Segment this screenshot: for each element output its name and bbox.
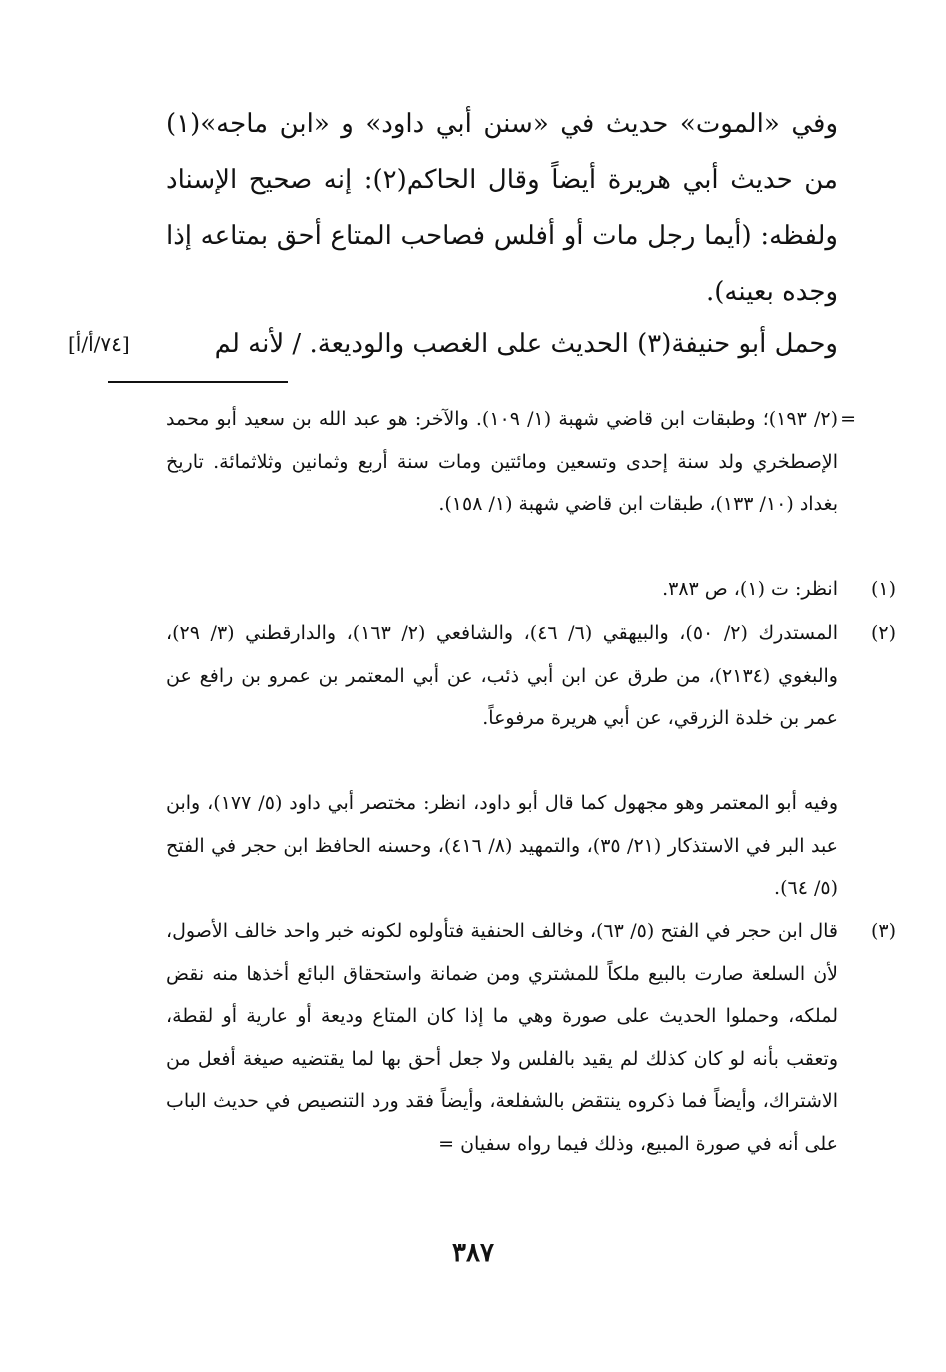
footnote-2-text: المستدرك (٢/ ٥٠)، والبيهقي (٦/ ٤٦)، والشافعي (٢/ ١٦٣)، والدارقطني (٣/ ٢٩)، والبغوي (٢١٣٤)، من طرق عن ابن أبي ذئب، عن أبي المعتمر بن عمرو بن رافع عن عمر بن خلدة الزرقي، عن أبي هريرة مرفوعاً. <box>166 622 838 729</box>
main-paragraph-2-text: وحمل أبو حنيفة(٣) الحديث على الغصب والوديعة. / لأنه لم <box>214 329 838 359</box>
footnote-3-number: (٣) <box>870 920 896 942</box>
footnote-2 <box>166 612 896 740</box>
page-number: ٣٨٧ <box>452 1238 494 1268</box>
footnote-continuation-mark: = <box>840 408 856 430</box>
footnote-1 <box>166 568 896 611</box>
footnote-3-text: قال ابن حجر في الفتح (٥/ ٦٣)، وخالف الحنفية فتأولوه لكونه خبر واحد خالف الأصول، لأن السلعة صارت بالبيع ملكاً للمشتري ومن ضمانة واستحقاق البائع أخذها منه نقض لملكه، وحملوا الحديث على صورة وهي ما إذا كان المتاع وديعة أو عارية أو لقطة، وتعقب بأنه لو كان كذلك لم يقيد بالفلس ولا جعل أحق بها لما يقتضيه صيغة أفعل من الاشتراك، وأيضاً فما ذكروه ينتقض بالشفلعة، وأيضاً فقد ورد التنصيص في حديث الباب على أنه في صورة المبيع، وذلك فيما رواه سفيان = <box>166 920 838 1155</box>
footnote-1-number: (١) <box>870 578 896 600</box>
footnote-2-number: (٢) <box>870 622 896 644</box>
footnote-separator <box>108 381 288 383</box>
main-paragraph-1: وفي «الموت» حديث في «سنن أبي داود» و «ابن ماجه»(١) من حديث أبي هريرة أيضاً وقال الحاكم(٢): إنه صحيح الإسناد ولفظه: (أيما رجل مات أو أفلس فصاحب المتاع أحق بمتاعه إذا وجده بعينه). <box>166 109 838 307</box>
main-paragraph-2 <box>68 316 838 372</box>
footnote-2-continuation: وفيه أبو المعتمر وهو مجهول كما قال أبو داود، انظر: مختصر أبي داود (٥/ ١٧٧)، وابن عبد البر في الاستذكار (٢١/ ٣٥)، والتمهيد (٨/ ٤١٦)، وحسنه الحافظ ابن حجر في الفتح (٥/ ٦٤). <box>166 792 839 899</box>
folio-reference: [٧٤/أ/أ] <box>68 332 130 356</box>
footnote-1-text: انظر: ت (١)، ص ٣٨٣. <box>662 578 838 600</box>
footnote-continuation: (٢/ ١٩٣)؛ وطبقات ابن قاضي شهبة (١/ ١٠٩). والآخر: هو عبد الله بن سعيد أبو محمد الإصطخري ولد سنة إحدى وتسعين ومائتين ومات سنة أربع وثمانين وثلاثمائة. تاريخ بغداد (١٠/ ١٣٣)، طبقات ابن قاضي شهبة (١/ ١٥٨). <box>166 408 838 515</box>
footnote-3 <box>166 910 896 1165</box>
